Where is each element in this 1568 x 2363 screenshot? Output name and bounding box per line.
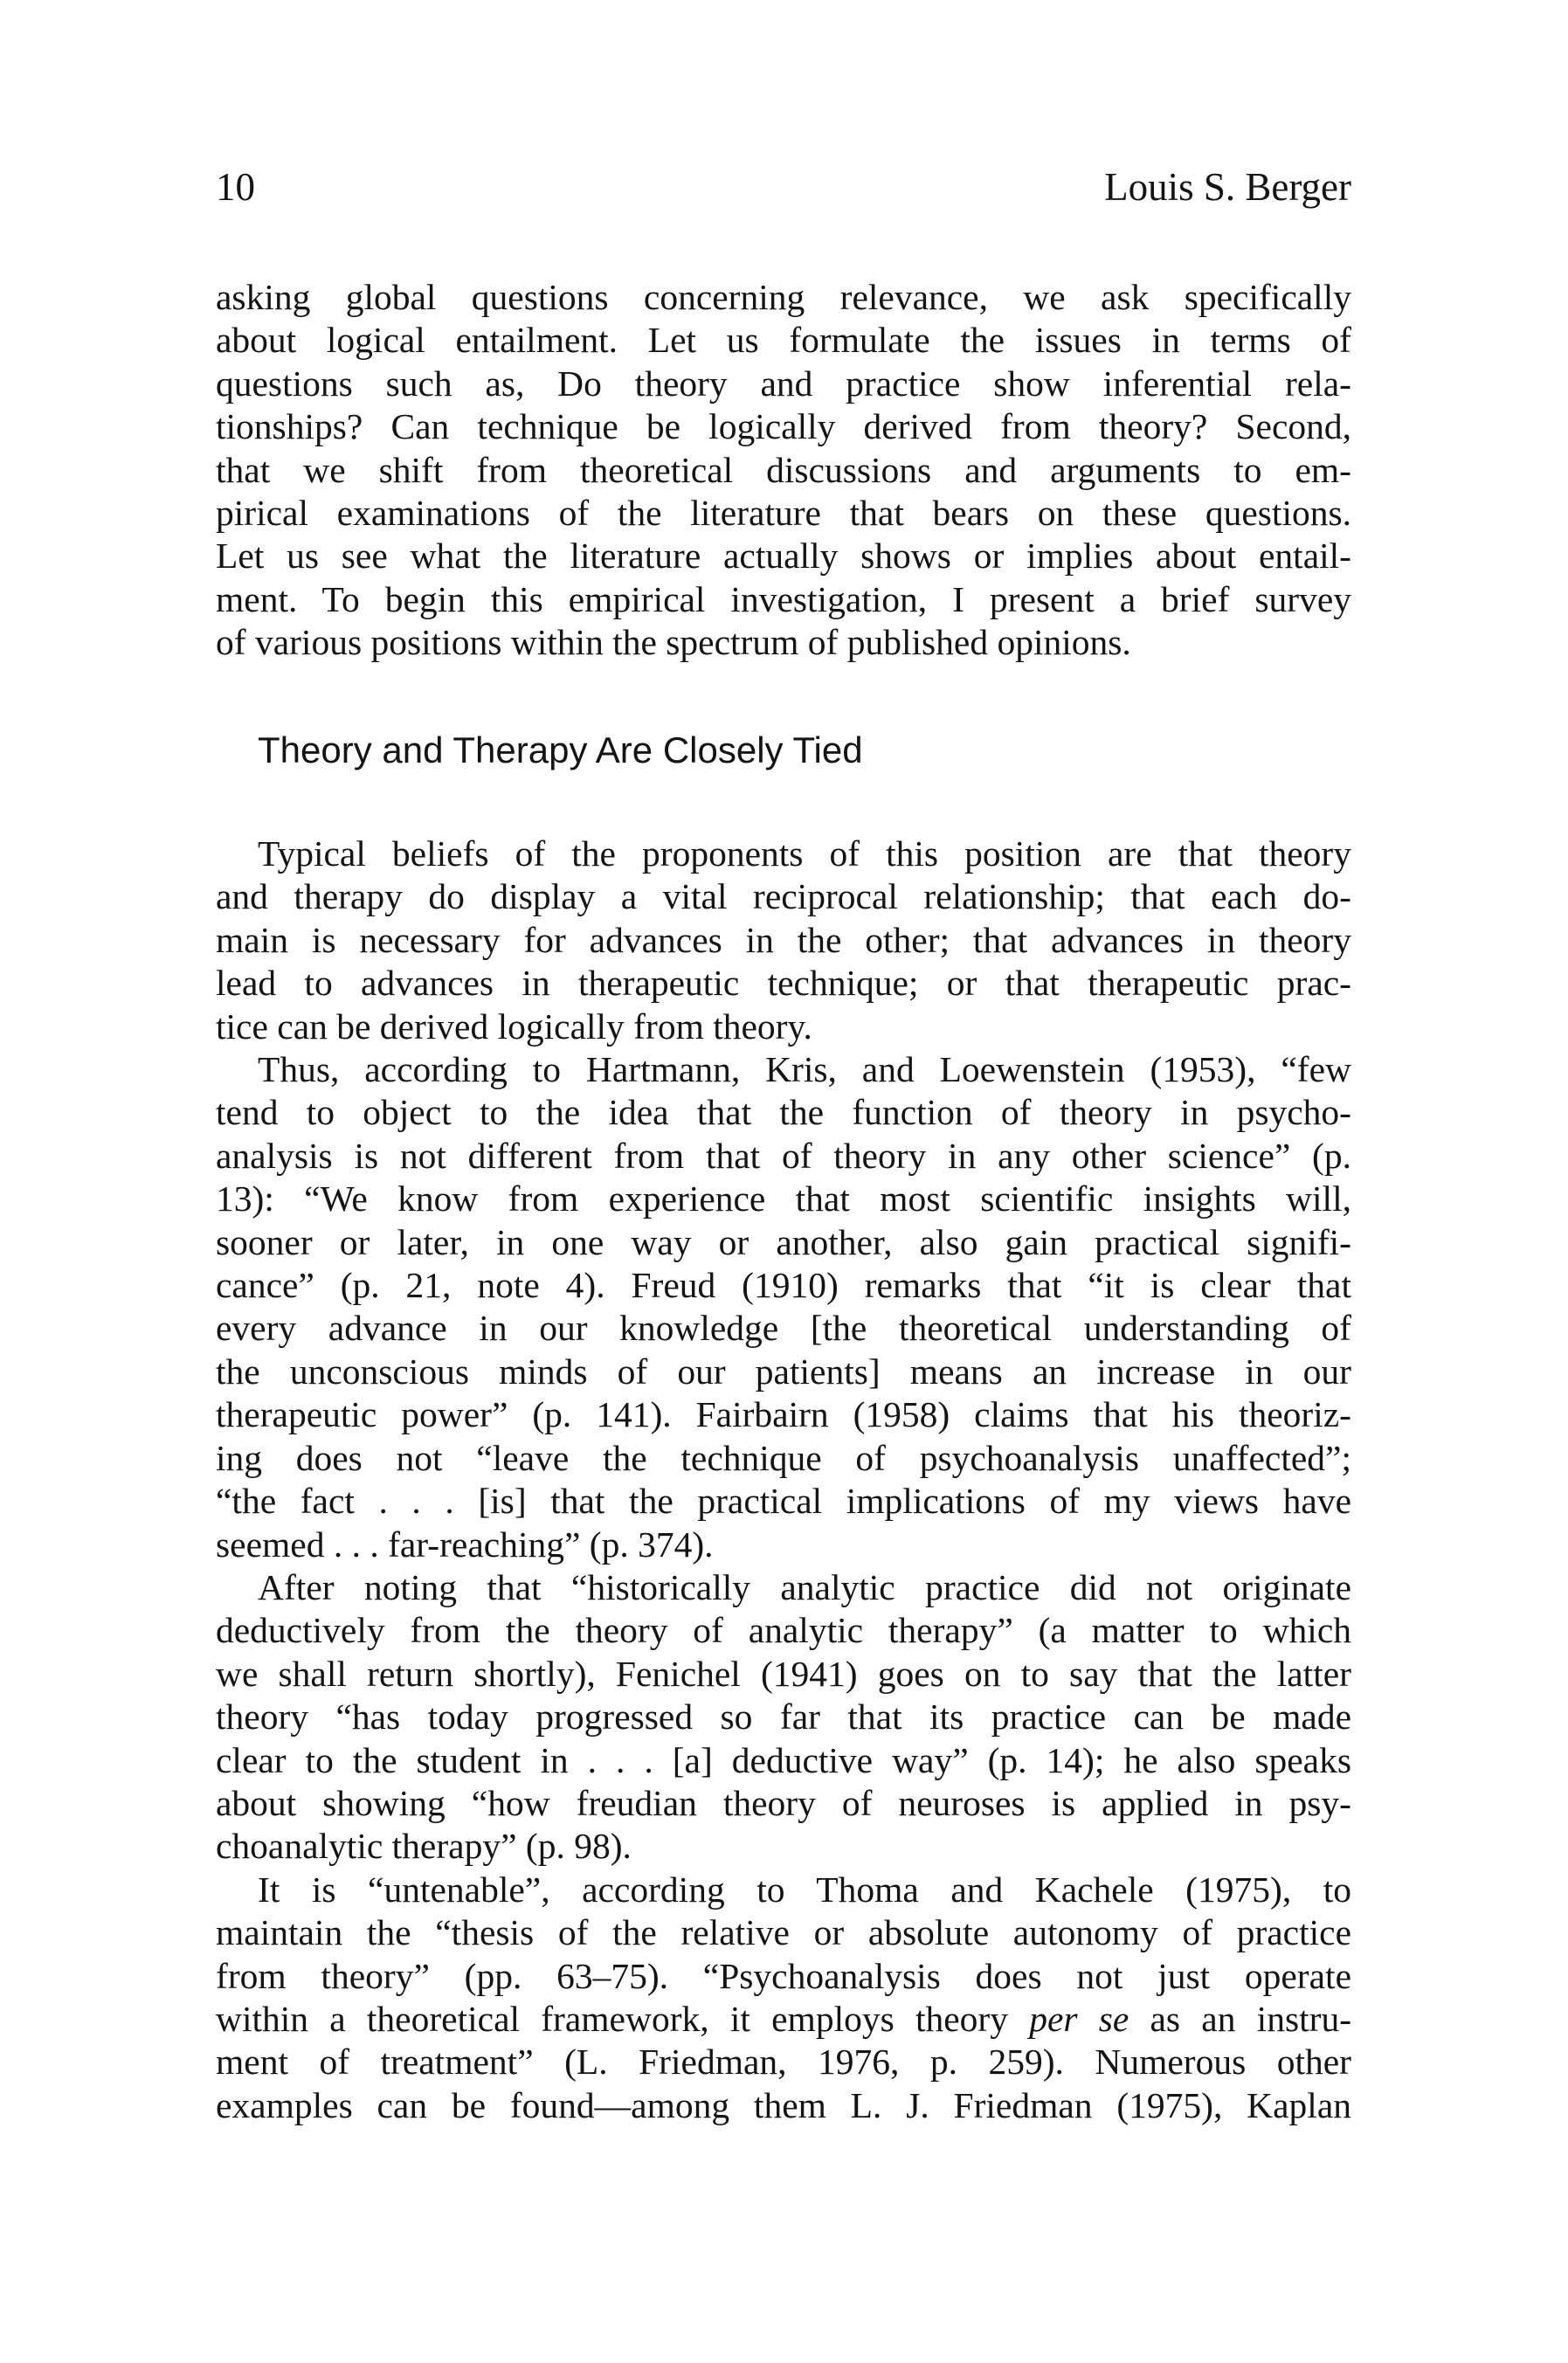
text-line: about showing “how freudian theory of neuroses is applied in psy- xyxy=(216,1782,1351,1823)
text-line: lead to advances in therapeutic technique; or that therapeutic prac- xyxy=(216,963,1351,1004)
text-line: that we shift from theoretical discussions and arguments to em- xyxy=(216,449,1351,490)
page-number: 10 xyxy=(216,165,255,209)
text-line-with-italic xyxy=(216,1998,1351,2041)
text-run: as an instru- xyxy=(1129,1998,1352,2039)
text-line: main is necessary for advances in the other; that advances in theory xyxy=(216,919,1351,960)
text-line: we shall return shortly), Fenichel (1941) goes on to say that the latter xyxy=(216,1653,1351,1694)
text-line: tend to object to the idea that the function of theory in psycho- xyxy=(216,1092,1351,1133)
text-line: sooner or later, in one way or another, also gain practical signifi- xyxy=(216,1221,1351,1262)
text-line: Typical beliefs of the proponents of this position are that theory xyxy=(258,833,1351,874)
text-line: ment of treatment” (L. Friedman, 1976, p. 259). Numerous other xyxy=(216,2042,1351,2083)
text-line: about logical entailment. Let us formulate the issues in terms of xyxy=(216,320,1351,361)
text-line: cance” (p. 21, note 4). Freud (1910) remarks that “it is clear that xyxy=(216,1265,1351,1306)
text-line: “the fact . . . [is] that the practical implications of my views have xyxy=(216,1481,1351,1522)
text-line: It is “untenable”, according to Thoma and Kachele (1975), to xyxy=(258,1869,1351,1910)
section-body xyxy=(216,833,1351,2127)
text-line: asking global questions concerning relevance, we ask specifically xyxy=(216,277,1351,317)
text-line: After noting that “historically analytic practice did not originate xyxy=(258,1566,1351,1607)
text-line: every advance in our knowledge [the theoretical understanding of xyxy=(216,1308,1351,1349)
text-line: therapeutic power” (p. 141). Fairbairn (1958) claims that his theoriz- xyxy=(216,1394,1351,1435)
text-line: Let us see what the literature actually shows or implies about entail- xyxy=(216,535,1351,577)
text-line: of various positions within the spectrum of published opinions. xyxy=(216,622,1131,663)
text-line: seemed . . . far-reaching” (p. 374). xyxy=(216,1524,714,1565)
text-line: ing does not “leave the technique of psychoanalysis unaffected”; xyxy=(216,1437,1351,1478)
text-line: ment. To begin this empirical investigation, I present a brief survey xyxy=(216,578,1351,619)
text-line: analysis is not different from that of theory in any other science” (p. xyxy=(216,1135,1351,1176)
intro-paragraph xyxy=(216,276,1351,665)
text-line: deductively from the theory of analytic therapy” (a matter to which xyxy=(216,1610,1351,1651)
text-line: clear to the student in . . . [a] deductive way” (p. 14); he also speaks xyxy=(216,1739,1351,1780)
text-line: questions such as, Do theory and practice show inferential rela- xyxy=(216,363,1351,404)
text-line: Thus, according to Hartmann, Kris, and Loewenstein (1953), “few xyxy=(258,1049,1351,1090)
running-head-author: Louis S. Berger xyxy=(1104,165,1351,209)
text-line: examples can be found—among them L. J. Friedman (1975), Kaplan xyxy=(216,2084,1351,2125)
section-heading: Theory and Therapy Are Closely Tied xyxy=(258,729,863,770)
text-line: choanalytic therapy” (p. 98). xyxy=(216,1826,632,1867)
text-line: from theory” (pp. 63–75). “Psychoanalysis does not just operate xyxy=(216,1955,1351,1996)
text-run: within a theoretical framework, it employs theory xyxy=(216,1998,1030,2039)
text-line: 13): “We know from experience that most scientific insights will, xyxy=(216,1178,1351,1220)
text-line: tice can be derived logically from theory. xyxy=(216,1005,812,1047)
italic-term: per se xyxy=(1029,1998,1129,2039)
text-line: tionships? Can technique be logically derived from theory? Second, xyxy=(216,406,1351,447)
text-line: pirical examinations of the literature that bears on these questions. xyxy=(216,493,1351,534)
text-line: and therapy do display a vital reciprocal relationship; that each do- xyxy=(216,876,1351,917)
running-head xyxy=(216,165,1351,209)
text-line: theory “has today progressed so far that its practice can be made xyxy=(216,1696,1351,1738)
text-line: maintain the “thesis of the relative or absolute autonomy of practice xyxy=(216,1912,1351,1953)
text-line: the unconscious minds of our patients] means an increase in our xyxy=(216,1351,1351,1392)
